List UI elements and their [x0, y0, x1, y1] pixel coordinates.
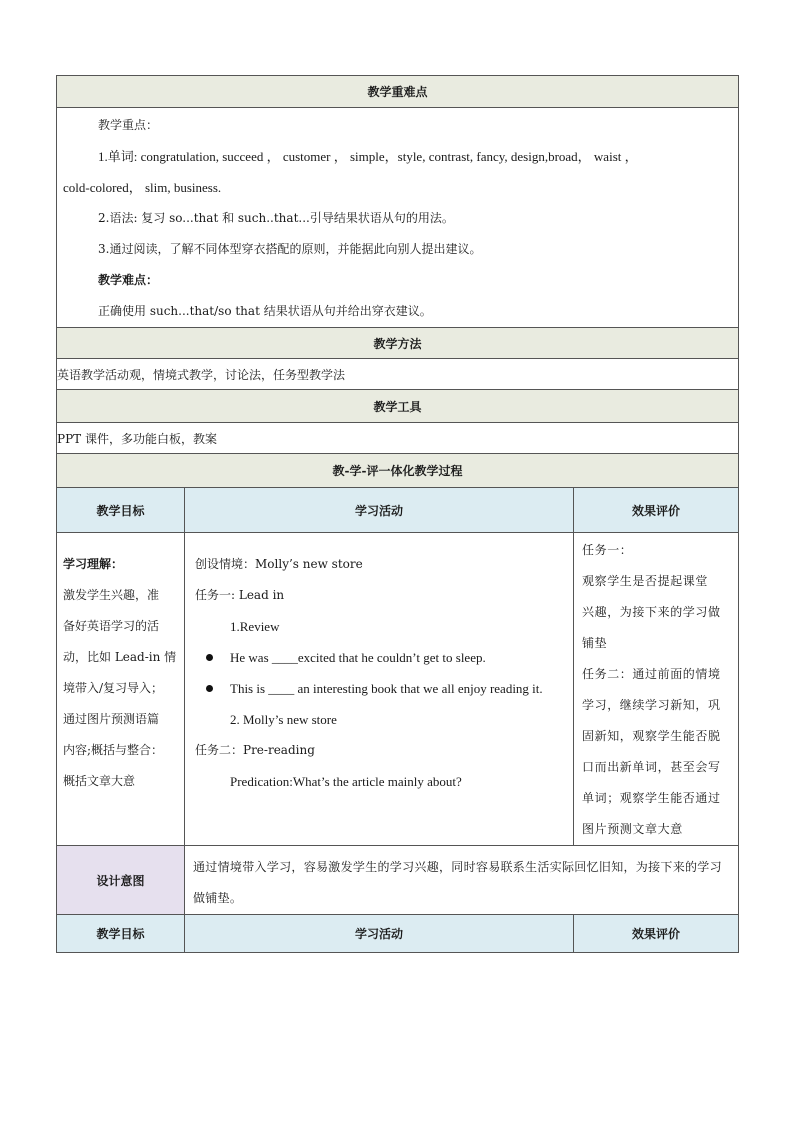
- activity-bullet-1: [195, 642, 573, 673]
- goal-line: 内容;概括与整合：: [63, 743, 164, 757]
- bullet-text: He was ____excited that he couldn’t get to sleep.: [230, 650, 486, 665]
- bullet-dot-icon: [206, 685, 213, 692]
- activity-review: 1.Review: [230, 619, 280, 634]
- col-activity-header: 学习活动: [185, 488, 574, 533]
- tools-header: 教学工具: [57, 390, 739, 423]
- reading-line: 3.通过阅读，了解不同体型穿衣搭配的原则，并能据此向别人提出建议。: [98, 242, 482, 256]
- footer-col-eval-header: 效果评价: [574, 915, 739, 953]
- goal-line: 激发学生兴趣，准: [63, 588, 160, 602]
- activity-task1: 任务一: Lead in: [195, 588, 285, 602]
- col-eval-header: 效果评价: [574, 488, 739, 533]
- lesson-plan-table: [56, 75, 739, 953]
- eval-line: 学习，继续学习新知，巩: [582, 698, 721, 712]
- eval-line: 铺垫: [582, 636, 608, 650]
- activity-cell: [185, 533, 574, 846]
- tools-text: PPT 课件，多功能白板，教案: [57, 423, 739, 454]
- eval-line: 口而出新单词，甚至会写: [582, 760, 721, 774]
- key-points-header: 教学重难点: [57, 76, 739, 108]
- goal-cell: [57, 533, 185, 846]
- activity-task2: 任务二：Pre-reading: [195, 743, 315, 757]
- vocab-line-1: 1.单词: congratulation, succeed ， customer ， simple，style, contrast, fancy, design,broad， waist ，: [98, 149, 638, 164]
- footer-col-goal-header: 教学目标: [57, 915, 185, 953]
- activity-context: 创设情境：Molly’s new store: [195, 557, 363, 571]
- col-goal-header: 教学目标: [57, 488, 185, 533]
- focus-label: 教学重点：: [98, 118, 159, 132]
- methods-header: 教学方法: [57, 328, 739, 359]
- design-intent-label: 设计意图: [57, 846, 185, 915]
- eval-line: 观察学生是否提起课堂: [582, 574, 709, 588]
- eval-line: 任务二：通过前面的情境: [582, 667, 721, 681]
- grammar-line: 2.语法: 复习 so...that 和 such..that...引导结果状语从句的用法。: [98, 211, 454, 225]
- activity-bullet-2: [195, 673, 573, 704]
- eval-cell: [574, 533, 739, 846]
- goal-line: 境带入/复习导入；: [63, 681, 164, 695]
- goal-line: 通过图片预测语篇: [63, 712, 160, 726]
- vocab-line-2: cold-colored， slim, business.: [63, 180, 222, 195]
- design-intent-text: 通过情境带入学习，容易激发学生的学习兴趣，同时容易联系生活实际回忆旧知，为接下来的学习做铺垫。: [185, 846, 739, 915]
- activity-prediction: Predication:What’s the article mainly about?: [230, 774, 462, 789]
- goal-line: 备好英语学习的活: [63, 619, 160, 633]
- eval-line: 兴趣，为接下来的学习做: [582, 605, 721, 619]
- process-header: 教-学-评一体化教学过程: [57, 454, 739, 488]
- eval-line: 任务一：: [582, 543, 633, 557]
- eval-line: 单词；观察学生能否通过: [582, 791, 721, 805]
- difficulty-label: 教学难点：: [98, 273, 159, 287]
- activity-store: 2. Molly’s new store: [230, 712, 337, 727]
- goal-line: 概括文章大意: [63, 774, 136, 788]
- difficulty-text: 正确使用 such...that/so that 结果状语从句并给出穿衣建议。: [98, 304, 432, 318]
- goal-line: 动，比如 Lead-in 情: [63, 650, 177, 664]
- eval-line: 图片预测文章大意: [582, 822, 683, 836]
- goal-title: 学习理解：: [63, 557, 124, 571]
- bullet-text: This is ____ an interesting book that we all enjoy reading it.: [230, 681, 543, 696]
- footer-col-activity-header: 学习活动: [185, 915, 574, 953]
- methods-text: 英语教学活动观，情境式教学，讨论法，任务型教学法: [57, 359, 739, 390]
- key-points-body: [57, 108, 739, 328]
- eval-line: 固新知，观察学生能否脱: [582, 729, 721, 743]
- bullet-dot-icon: [206, 654, 213, 661]
